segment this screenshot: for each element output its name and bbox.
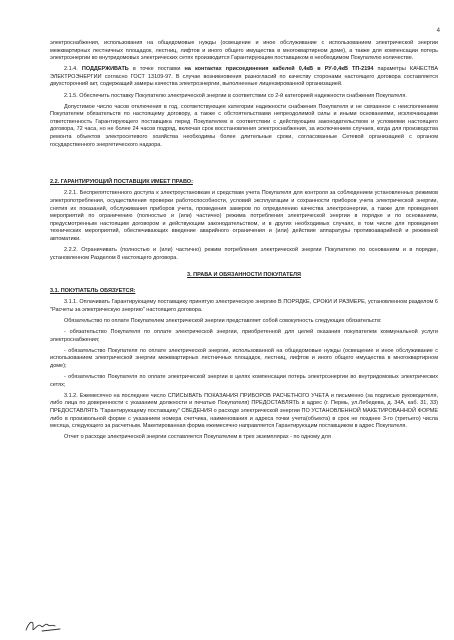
paragraph-report: Отчет о расходе электрической энергии составляется Покупателем в трех экземплярах - по одному для — [64, 434, 331, 441]
paragraph-2-2-2: 2.2.2. Ограничивать (полностью и (или) частично) режим потребления электрической энергии Покупателю по основаниям и в порядке, установленном Разделом 8 настоящего договора. — [50, 246, 438, 261]
text-fragment: 3.1.1. Оплачивать Гарантирующему поставщику принятую электрическую энергию — [64, 299, 279, 306]
heading-2-2: 2.2. ГАРАНТИРУЮЩИЙ ПОСТАВЩИК ИМЕЕТ ПРАВО: — [50, 178, 193, 185]
text-fragment: "Гарантирующему поставщику" СВЕДЕНИЯ о расходе электрической энергии ПО УСТАНОВЛЕННОЙ МАКЕТИРОВАННОЙ ФОРМЕ либо в произвольной форме с указанием номера счетчика, наименования и адреса точки учета(объекта) в срок не позднее 3-го (третьего) числа месяца, следующего за расчетным. Макетированная форма ежемесячно направляется Гарантирующим поставщиком в адрес Покупателя. — [50, 407, 438, 430]
page-number: 4 — [436, 28, 440, 34]
paragraph-2-2-1: 2.2.1. Беспрепятственного доступа к электроустановкам и средствам учета Покупателя для контроля за соблюдением установленных режимов электропотребления, осуществления проверки работоспособности, условий эксплуатации и сохранности приборов учета электрической энергии, снятия их показаний, обслуживания приборов учета, проведения замеров по определению качества электроэнергии, а также для проведения мероприятий по ограничению (полностью и (или) частично) режима потребления электрической энергии в порядке и по основаниям, предусмотренным настоящим договором и действующим законодательством, и в других необходимых случаях, в том числе для проведения технических мероприятий, обеспечивающих введение аварийного ограничения и (или) действие аппаратуры противоаварийной и режимной автоматики. — [50, 190, 438, 242]
emphasis-provide: ПРЕДОСТАВЛЯТЬ — [251, 400, 300, 407]
emphasis-maintain: ПОДДЕРЖИВАТЬ — [81, 66, 129, 73]
paragraph-2-1-4 — [50, 66, 438, 89]
heading-section-3: 3. ПРАВА И ОБЯЗАННОСТИ ПОКУПАТЕЛЯ — [187, 272, 301, 279]
paragraph-obligation-1: - обязательство Покупателя по оплате электрической энергии, приобретенной для целей оказания покупателем коммунальной услуги электроснабжения; — [50, 329, 438, 343]
paragraph-obligation-3: - обязательство Покупателя по оплате электрической энергии в целях компенсации потерь электроэнергии во внутридомовых электрических сетях; — [50, 374, 438, 388]
clause-number: 2.1.4. — [64, 66, 82, 73]
text-fragment: в точке поставки — [128, 66, 185, 73]
paragraph-outage-hours: Допустимое число часов отключения в год, соответствующее категории надежности снабжения Покупателя и не связанное с неисполнением Покупателем обязательств по настоящему договору, а также с обстоятельствами непреодолимой силы и иными основаниями, исключающими ответственность Гарантирующего поставщика перед Покупателем в соответствии с действующим законодательством и условиями настоящего договора, 72 часа, но не более 24 часов подряд, включая срок восстановления электроснабжения, за исключением случаев, когда для производства ремонта объектов электросетевого хозяйства необходимы более длительные сроки, согласованные Сетевой организацией с органом государственного энергетического надзора. — [50, 103, 438, 148]
spacer — [50, 153, 438, 167]
paragraph-obligation-2: - обязательство Покупателя по оплате электрической энергии, использованной на общедомовые нужды (освещение и иное обслуживание с использованием электрической энергии межквартирных лестничных площадок, лестниц, лифтов и иного общего имущества в многоквартирном доме); — [50, 347, 438, 369]
paragraph-obligations: Обязательство по оплате Покупателем электрической энергии представляет собой совокупность следующих обязательств: — [64, 318, 382, 325]
heading-3-1: 3.1. ПОКУПАТЕЛЬ ОБЯЗУЕТСЯ: — [50, 287, 136, 294]
document-body — [50, 40, 438, 445]
emphasis-payment-terms: В ПОРЯДКЕ, СРОКИ И РАЗМЕРЕ — [278, 299, 365, 306]
emphasis-meter-readings: СПИСЫВАТЬ ПОКАЗАНИЯ ПРИБОРОВ РАСЧЕТНОГО УЧЕТА — [167, 392, 329, 399]
emphasis-connection-point: на контактах присоединения кабелей 0,4кВ в РУ-0,4кВ ТП-2194 — [184, 66, 374, 73]
text-fragment: и письменно (за подписью руководителя, либо лица по доверенности с указанием должности и печатью Покупателя) — [50, 392, 438, 407]
text-fragment: параметры КАЧЕСТВА ЭЛЕКТРОЭНЕРГИИ согласно ГОСТ 13109-97. В случае возникновения разногласий по качеству сторонами настоящего договора составляется двухсторонний акт, содержащий замеры качества электроэнергии, выполненные лицензированной организацией. — [50, 66, 438, 88]
paragraph-2-1-5: 2.1.5. Обеспечить поставку Покупателю электрической энергии в соответствии со 2-й категорией надежности снабжения Покупателя. — [64, 92, 407, 99]
text-fragment: в адрес (г. Пермь, ул.Лебедева, д. 34А, каб. 31, 33) — [299, 400, 438, 407]
paragraph-3-1-1 — [50, 299, 438, 314]
text-fragment: , установленном разделом 6 "Расчеты за электрическую энергию" настоящего договора. — [50, 299, 438, 313]
signature-icon — [24, 616, 66, 636]
paragraph-3-1-2 — [50, 393, 438, 431]
emphasis-provide: ПРЕДОСТАВЛЯТЬ — [50, 407, 99, 414]
paragraph-intro: электроснабжения, использования на общедомовые нужды (освещение и иное обслуживание с использованием электрической энергии межквартирных лестничных площадок, лестниц, лифтов и иного общего имущества в многоквартирном доме), а также для компенсации потерь электроэнергии во внутридомовых электрических сетях производится Гарантирующим поставщиком в необходимом Покупателю количестве. — [50, 40, 438, 62]
text-fragment: 3.1.2. Ежемесячно на последнее число — [64, 392, 168, 399]
